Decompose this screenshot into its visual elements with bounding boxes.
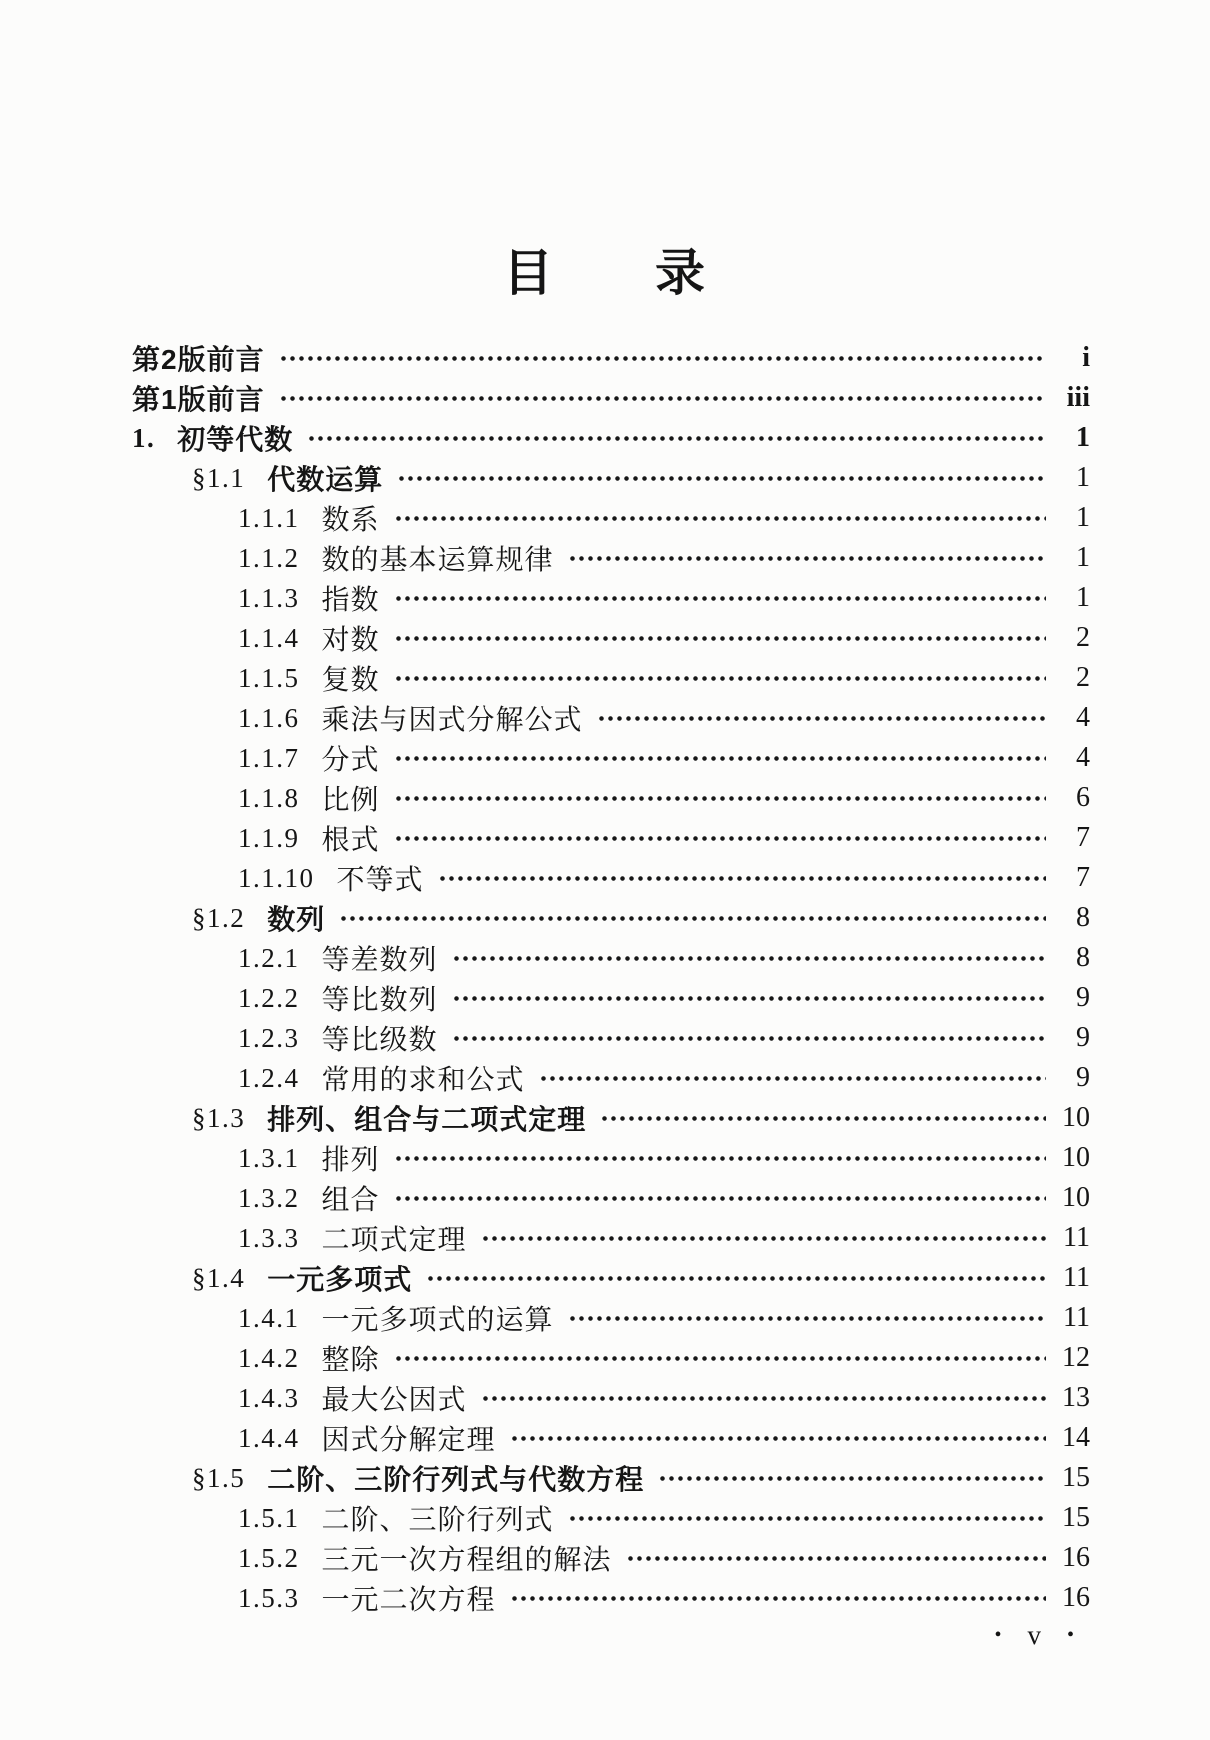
- toc-entry-page: 1: [1076, 502, 1090, 533]
- toc-entry: [132, 1258, 1090, 1298]
- toc-entry-page: 11: [1063, 1222, 1090, 1253]
- toc-entry-title: 一元多项式: [267, 1264, 413, 1295]
- toc-entry-number: §1.2: [192, 902, 246, 933]
- toc-entry-number: §1.1: [192, 462, 246, 493]
- toc-entry-number: §1.3: [192, 1102, 246, 1133]
- toc-entry-page: 12: [1062, 1342, 1090, 1373]
- toc-entry: [132, 538, 1090, 578]
- toc-entry-title: 分式: [321, 744, 380, 775]
- toc-entry-number: 1.4.3: [238, 1382, 300, 1413]
- toc-entry-page: 9: [1076, 1062, 1090, 1093]
- toc-entry-page: 4: [1076, 742, 1090, 773]
- toc-entry: [132, 1218, 1090, 1258]
- toc-entry-title: 二阶、三阶行列式: [321, 1504, 554, 1535]
- toc-entry-title: 因式分解定理: [321, 1424, 496, 1455]
- toc-entry: [132, 578, 1090, 618]
- dot-leader: [339, 898, 1046, 938]
- toc-entry: [132, 1098, 1090, 1138]
- toc-entry: [132, 1458, 1090, 1498]
- toc-entry-page: 4: [1076, 702, 1090, 733]
- toc-entry: [132, 778, 1090, 818]
- toc-entry: [132, 658, 1090, 698]
- toc-entry: [132, 738, 1090, 778]
- toc-entry-number: 1.5.2: [238, 1542, 300, 1573]
- dot-leader: [481, 1378, 1046, 1418]
- dot-leader: [568, 538, 1046, 578]
- toc-entry: [132, 378, 1090, 418]
- toc-entry-title: 复数: [321, 664, 380, 695]
- toc-entry-page: 11: [1063, 1262, 1090, 1293]
- toc-entry: [132, 1578, 1090, 1618]
- toc-entry-number: §1.5: [192, 1462, 246, 1493]
- footer-right-dot-icon: •: [1066, 1624, 1074, 1646]
- toc-entry-page: 1: [1076, 542, 1090, 573]
- toc-entry-page: 1: [1076, 462, 1090, 493]
- toc-entry-title: 乘法与因式分解公式: [321, 704, 583, 735]
- toc-entry-page: 7: [1076, 862, 1090, 893]
- toc-entry: [132, 1418, 1090, 1458]
- toc-entry-number: 1.3.2: [238, 1182, 300, 1213]
- dot-leader: [394, 1178, 1046, 1218]
- toc-entry: [132, 1058, 1090, 1098]
- toc-entry-number: 1.3.3: [238, 1222, 300, 1253]
- toc-entry: [132, 898, 1090, 938]
- toc-entry-number: 1.1.10: [238, 862, 315, 893]
- toc-entry-number: 1.5.1: [238, 1502, 300, 1533]
- toc-entry-title: 二项式定理: [321, 1224, 467, 1255]
- toc-entry-page: i: [1082, 342, 1090, 373]
- toc-entry-page: 15: [1062, 1502, 1090, 1533]
- page-title-char-2: 录: [655, 245, 707, 301]
- toc-entry: [132, 1298, 1090, 1338]
- toc-entry-title: 等差数列: [321, 944, 438, 975]
- dot-leader: [394, 738, 1046, 778]
- dot-leader: [600, 1098, 1046, 1138]
- dot-leader: [394, 1338, 1046, 1378]
- toc-entry-title: 第2版前言: [132, 344, 265, 375]
- toc-entry-title: 组合: [321, 1184, 380, 1215]
- dot-leader: [510, 1578, 1046, 1618]
- toc-entry: [132, 698, 1090, 738]
- toc-entry-title: 不等式: [336, 864, 424, 895]
- toc-entry-page: 9: [1076, 982, 1090, 1013]
- toc-entry-page: 10: [1062, 1142, 1090, 1173]
- toc-entry-title: 最大公因式: [321, 1384, 467, 1415]
- toc-entry-number: §1.4: [192, 1262, 246, 1293]
- dot-leader: [510, 1418, 1046, 1458]
- toc-entry-title: 初等代数: [177, 424, 294, 455]
- toc-entry-title: 数系: [321, 504, 380, 535]
- toc-entry-page: iii: [1066, 382, 1090, 413]
- dot-leader: [307, 418, 1046, 458]
- toc-entry: [132, 498, 1090, 538]
- toc-entry-title: 第1版前言: [132, 384, 265, 415]
- dot-leader: [394, 1138, 1046, 1178]
- toc-entry-page: 8: [1076, 902, 1090, 933]
- dot-leader: [394, 618, 1046, 658]
- toc-entry-number: 1.1.8: [238, 782, 300, 813]
- toc-entry-title: 一元多项式的运算: [321, 1304, 554, 1335]
- page-title-char-1: 目: [503, 245, 555, 301]
- toc-entry-number: 1.4.1: [238, 1302, 300, 1333]
- toc-entry-page: 9: [1076, 1022, 1090, 1053]
- toc-entry: [132, 1338, 1090, 1378]
- toc-entry: [132, 1378, 1090, 1418]
- toc-entry-number: 1.1.7: [238, 742, 300, 773]
- toc-entry-number: 1.1.9: [238, 822, 300, 853]
- dot-leader: [394, 658, 1046, 698]
- toc-entry: [132, 858, 1090, 898]
- toc-entry-page: 1: [1076, 422, 1090, 453]
- toc-entry: [132, 818, 1090, 858]
- toc-entry: [132, 338, 1090, 378]
- toc-entry-page: 2: [1076, 662, 1090, 693]
- toc-entry-number: 1.: [132, 422, 156, 453]
- dot-leader: [658, 1458, 1046, 1498]
- page-title: [0, 246, 1210, 300]
- toc-entry-title: 对数: [321, 624, 380, 655]
- dot-leader: [426, 1258, 1046, 1298]
- toc-entry-page: 7: [1076, 822, 1090, 853]
- toc-entry-number: 1.2.1: [238, 942, 300, 973]
- toc-entry-number: 1.1.6: [238, 702, 300, 733]
- toc-entry-number: 1.3.1: [238, 1142, 300, 1173]
- toc-entry-title: 二阶、三阶行列式与代数方程: [267, 1464, 645, 1495]
- toc-entry-number: 1.1.3: [238, 582, 300, 613]
- dot-leader: [279, 338, 1046, 378]
- toc-entry: [132, 978, 1090, 1018]
- toc-entry-page: 10: [1062, 1182, 1090, 1213]
- toc-entry-title: 数列: [267, 904, 326, 935]
- toc-entry-number: 1.4.4: [238, 1422, 300, 1453]
- toc-entry-title: 等比数列: [321, 984, 438, 1015]
- dot-leader: [597, 698, 1046, 738]
- toc-entry-number: 1.2.3: [238, 1022, 300, 1053]
- toc-entry-title: 代数运算: [267, 464, 384, 495]
- dot-leader: [539, 1058, 1046, 1098]
- toc-entry-title: 排列、组合与二项式定理: [267, 1104, 587, 1135]
- dot-leader: [568, 1498, 1046, 1538]
- toc-entry-title: 常用的求和公式: [321, 1064, 525, 1095]
- dot-leader: [394, 498, 1046, 538]
- dot-leader: [397, 458, 1046, 498]
- dot-leader: [452, 1018, 1046, 1058]
- toc-entry-number: 1.2.2: [238, 982, 300, 1013]
- footer-page-number: v: [1027, 1620, 1041, 1650]
- toc-entry-page: 1: [1076, 582, 1090, 613]
- toc-entry-page: 15: [1062, 1462, 1090, 1493]
- toc-entry-page: 6: [1076, 782, 1090, 813]
- toc-entry: [132, 1498, 1090, 1538]
- dot-leader: [394, 818, 1046, 858]
- toc-entry-number: 1.1.2: [238, 542, 300, 573]
- toc-entry-number: 1.4.2: [238, 1342, 300, 1373]
- dot-leader: [626, 1538, 1046, 1578]
- toc-entry-title: 数的基本运算规律: [321, 544, 554, 575]
- toc-entry-page: 16: [1062, 1542, 1090, 1573]
- toc-entry-title: 根式: [321, 824, 380, 855]
- dot-leader: [452, 938, 1046, 978]
- toc-entry-title: 等比级数: [321, 1024, 438, 1055]
- toc-entry: [132, 418, 1090, 458]
- toc-entry-number: 1.5.3: [238, 1582, 300, 1613]
- toc-entry-title: 一元二次方程: [321, 1584, 496, 1615]
- toc-entry-number: 1.1.1: [238, 502, 300, 533]
- toc-entry: [132, 458, 1090, 498]
- toc-entry-page: 13: [1062, 1382, 1090, 1413]
- toc-entry-number: 1.1.4: [238, 622, 300, 653]
- toc-entry-page: 11: [1063, 1302, 1090, 1333]
- toc-entry: [132, 1538, 1090, 1578]
- toc-entry: [132, 1018, 1090, 1058]
- dot-leader: [438, 858, 1046, 898]
- toc-entry-title: 排列: [321, 1144, 380, 1175]
- dot-leader: [452, 978, 1046, 1018]
- toc-entry-title: 比例: [321, 784, 380, 815]
- toc-entry-number: 1.2.4: [238, 1062, 300, 1093]
- toc-entry: [132, 1138, 1090, 1178]
- toc-list: [132, 338, 1090, 1618]
- toc-entry: [132, 1178, 1090, 1218]
- toc-entry-page: 16: [1062, 1582, 1090, 1613]
- toc-entry-title: 指数: [321, 584, 380, 615]
- dot-leader: [394, 778, 1046, 818]
- toc-entry-number: 1.1.5: [238, 662, 300, 693]
- toc-entry-page: 14: [1062, 1422, 1090, 1453]
- toc-entry: [132, 938, 1090, 978]
- toc-entry-page: 10: [1062, 1102, 1090, 1133]
- dot-leader: [481, 1218, 1046, 1258]
- toc-entry: [132, 618, 1090, 658]
- dot-leader: [394, 578, 1046, 618]
- toc-entry-page: 8: [1076, 942, 1090, 973]
- dot-leader: [568, 1298, 1046, 1338]
- page-footer: [994, 1620, 1074, 1651]
- footer-left-dot-icon: •: [994, 1624, 1002, 1646]
- toc-entry-title: 整除: [321, 1344, 380, 1375]
- toc-entry-title: 三元一次方程组的解法: [321, 1544, 612, 1575]
- toc-entry-page: 2: [1076, 622, 1090, 653]
- dot-leader: [279, 378, 1046, 418]
